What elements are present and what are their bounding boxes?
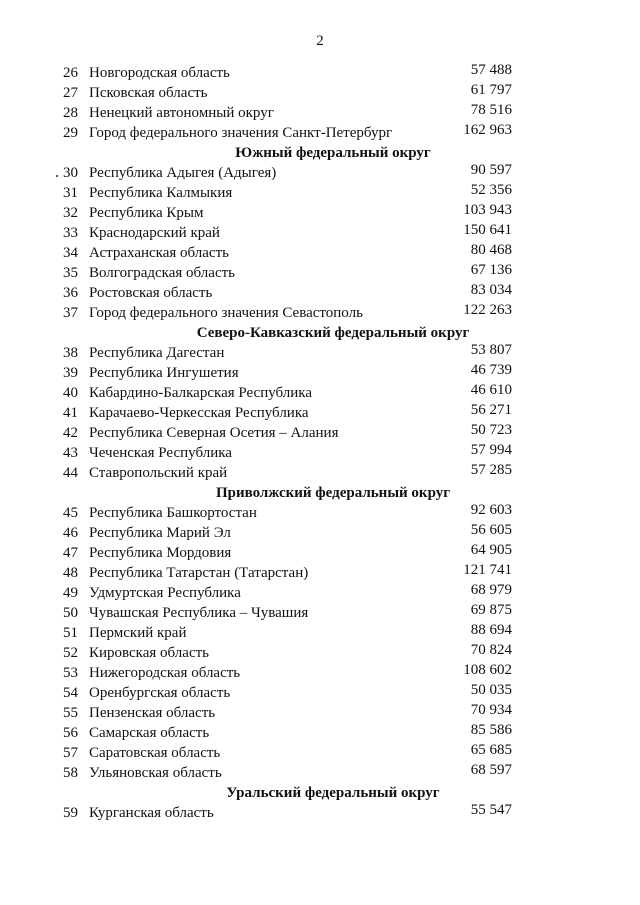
region-value: 57 488 (470, 62, 512, 78)
row-number: 41 (63, 405, 78, 421)
table-row (0, 623, 640, 643)
row-number: 59 (63, 805, 78, 821)
row-number: 58 (63, 765, 78, 781)
region-name: Ставропольский край (89, 465, 228, 481)
district-header: Южный федеральный округ (235, 145, 431, 161)
row-number: 51 (63, 625, 78, 641)
region-name: Республика Мордовия (89, 545, 232, 561)
region-value: 88 694 (470, 622, 512, 638)
region-value: 50 723 (470, 422, 512, 438)
row-number: 54 (63, 685, 78, 701)
region-value: 70 934 (470, 702, 512, 718)
region-value: 108 602 (463, 662, 512, 678)
table-row (0, 443, 640, 463)
table-row (0, 263, 640, 283)
region-value: 50 035 (470, 682, 512, 698)
row-number: 53 (63, 665, 78, 681)
table-row (0, 603, 640, 623)
region-value: 83 034 (470, 282, 512, 298)
region-name: Республика Адыгея (Адыгея) (89, 165, 277, 181)
table-row (0, 723, 640, 743)
row-number: 56 (63, 725, 78, 741)
table-row (0, 563, 640, 583)
row-number: 50 (63, 605, 78, 621)
region-name: Оренбургская область (89, 685, 231, 701)
region-name: Республика Башкортостан (89, 505, 257, 521)
row-number: 30 (63, 165, 78, 181)
table-row (0, 423, 640, 443)
region-value: 57 285 (470, 462, 512, 478)
region-name: Город федерального значения Севастополь (89, 305, 363, 321)
region-value: 56 605 (470, 522, 512, 538)
region-value: 103 943 (463, 202, 512, 218)
row-number: 38 (63, 345, 78, 361)
table-row (0, 363, 640, 383)
table-row (0, 763, 640, 783)
region-name: Республика Марий Эл (89, 525, 231, 541)
region-name: Чеченская Республика (89, 445, 232, 461)
region-name: Республика Калмыкия (89, 185, 233, 201)
row-number: 39 (63, 365, 78, 381)
page-number: 2 (316, 33, 324, 49)
region-value: 92 603 (470, 502, 512, 518)
district-header: Северо-Кавказский федеральный округ (196, 325, 470, 341)
table-row (0, 123, 640, 143)
row-number: 29 (63, 125, 78, 141)
table-row (0, 743, 640, 763)
row-number: 27 (63, 85, 78, 101)
row-number: 43 (63, 445, 78, 461)
table-row (0, 223, 640, 243)
table-row (0, 463, 640, 483)
row-number: 48 (63, 565, 78, 581)
district-header: Приволжский федеральный округ (215, 485, 451, 501)
table-row (0, 683, 640, 703)
region-value: 61 797 (470, 82, 512, 98)
row-number: 42 (63, 425, 78, 441)
region-name: Чувашская Республика – Чувашия (89, 605, 309, 621)
pen-mark (56, 175, 58, 177)
region-name: Республика Крым (89, 205, 204, 221)
table-row (0, 803, 640, 823)
region-value: 68 979 (470, 582, 512, 598)
region-name: Волгоградская область (89, 265, 235, 281)
region-name: Кабардино-Балкарская Республика (89, 385, 313, 401)
row-number: 40 (63, 385, 78, 401)
region-name: Псковская область (89, 85, 208, 101)
table-row (0, 583, 640, 603)
region-value: 52 356 (470, 182, 512, 198)
region-name: Республика Северная Осетия – Алания (89, 425, 339, 441)
table-row (0, 283, 640, 303)
region-value: 80 468 (470, 242, 512, 258)
region-name: Саратовская область (89, 745, 221, 761)
region-name: Пермский край (89, 625, 187, 641)
row-number: 44 (63, 465, 78, 481)
row-number: 55 (63, 705, 78, 721)
row-number: 33 (63, 225, 78, 241)
region-value: 150 641 (463, 222, 512, 238)
region-name: Краснодарский край (89, 225, 220, 241)
row-number: 49 (63, 585, 78, 601)
row-number: 31 (63, 185, 78, 201)
region-value: 57 994 (470, 442, 512, 458)
table-row (0, 403, 640, 423)
row-number: 28 (63, 105, 78, 121)
region-name: Астраханская область (89, 245, 229, 261)
region-value: 64 905 (470, 542, 512, 558)
table-row (0, 663, 640, 683)
table-row (0, 63, 640, 83)
row-number: 52 (63, 645, 78, 661)
region-name: Город федерального значения Санкт-Петербург (89, 125, 393, 141)
table-row (0, 163, 640, 183)
row-number: 32 (63, 205, 78, 221)
region-value: 78 516 (470, 102, 512, 118)
table-row (0, 203, 640, 223)
region-name: Новгородская область (89, 65, 230, 81)
region-value: 53 807 (470, 342, 512, 358)
region-name: Курганская область (89, 805, 214, 821)
row-number: 45 (63, 505, 78, 521)
region-value: 69 875 (470, 602, 512, 618)
region-name: Ненецкий автономный округ (89, 105, 274, 121)
row-number: 36 (63, 285, 78, 301)
row-number: 26 (63, 65, 78, 81)
row-number: 35 (63, 265, 78, 281)
region-value: 65 685 (470, 742, 512, 758)
table-row (0, 303, 640, 323)
table-row (0, 523, 640, 543)
table-row (0, 83, 640, 103)
region-value: 46 610 (470, 382, 512, 398)
table-row (0, 643, 640, 663)
region-name: Ульяновская область (89, 765, 222, 781)
table-row (0, 543, 640, 563)
region-name: Карачаево-Черкесская Республика (89, 405, 309, 421)
table-row (0, 503, 640, 523)
region-name: Кировская область (89, 645, 210, 661)
region-name: Пензенская область (89, 705, 216, 721)
region-value: 68 597 (470, 762, 512, 778)
region-name: Самарская область (89, 725, 210, 741)
region-name: Республика Татарстан (Татарстан) (89, 565, 309, 581)
region-name: Нижегородская область (89, 665, 241, 681)
table-row (0, 703, 640, 723)
region-value: 162 963 (463, 122, 512, 138)
region-name: Республика Ингушетия (89, 365, 239, 381)
table-row (0, 103, 640, 123)
row-number: 37 (63, 305, 78, 321)
region-name: Удмуртская Республика (89, 585, 241, 601)
row-number: 46 (63, 525, 78, 541)
region-value: 122 263 (463, 302, 512, 318)
region-name: Республика Дагестан (89, 345, 225, 361)
region-value: 67 136 (470, 262, 512, 278)
region-value: 85 586 (470, 722, 512, 738)
region-value: 90 597 (470, 162, 512, 178)
region-table (0, 63, 640, 823)
region-name: Ростовская область (89, 285, 213, 301)
region-value: 46 739 (470, 362, 512, 378)
row-number: 57 (63, 745, 78, 761)
region-value: 55 547 (470, 802, 512, 818)
region-value: 56 271 (470, 402, 512, 418)
row-number: 47 (63, 545, 78, 561)
region-value: 70 824 (470, 642, 512, 658)
table-row (0, 243, 640, 263)
table-row (0, 343, 640, 363)
row-number: 34 (63, 245, 78, 261)
region-value: 121 741 (463, 562, 512, 578)
table-row (0, 383, 640, 403)
table-row (0, 183, 640, 203)
district-header: Уральский федеральный округ (226, 785, 440, 801)
